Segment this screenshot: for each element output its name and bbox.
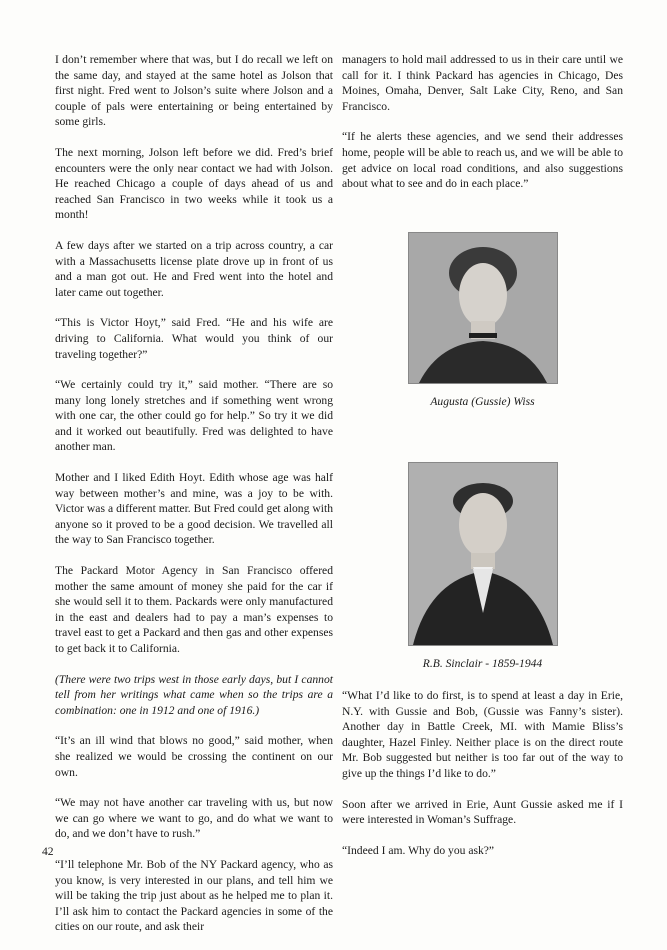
photo-sinclair	[408, 462, 558, 646]
left-column	[55, 52, 333, 950]
portrait-man-image	[409, 463, 557, 645]
portrait-woman-image	[409, 233, 557, 383]
paragraph: Mother and I liked Edith Hoyt. Edith whose age was half way between mother’s and mine, was a joy to be with. Victor was a different matter. But Fred could get along with anyone so it proved to be a good decision. We travelled all the way to San Francisco together.	[55, 471, 333, 547]
photo-caption: Augusta (Gussie) Wiss	[430, 395, 535, 408]
page-number: 42	[42, 845, 54, 858]
paragraph: “We may not have another car traveling with us, but now we can go where we want to go, and do what we want to do, and we don’t have to rush.”	[55, 796, 333, 841]
paragraph: “What I’d like to do first, is to spend at least a day in Erie, N.Y. with Gussie and Bob, (Gussie was Fanny’s sister). Another day in Battle Creek, MI. with Mamie Bliss’s daughter, Hazel Finley. Neither place is on the direct route Mr. Bob suggested but neither is too far out of the way to give up the things I’d like to do.”	[342, 689, 623, 780]
photo-gussie-figure	[342, 232, 623, 409]
paragraph: “Indeed I am. Why do you ask?”	[342, 843, 495, 857]
right-column-top	[342, 52, 623, 207]
paragraph: The Packard Motor Agency in San Francisco offered mother the same amount of money she paid for the car if she would sell it to them. Packards were only manufactured in the east and dealers had to pay a man’s expenses to travel east to get a Packard and then gas and other expenses to get back it to California.	[55, 564, 333, 655]
right-column-bottom	[342, 688, 623, 873]
paragraph: Soon after we arrived in Erie, Aunt Gussie asked me if I were interested in Woman’s Suffrage.	[342, 797, 623, 827]
paragraph: “This is Victor Hoyt,” said Fred. “He and his wife are driving to California. What would you think of our traveling together?”	[55, 316, 333, 361]
photo-gussie	[408, 232, 558, 384]
photo-sinclair-figure	[342, 462, 623, 671]
paragraph: “If he alerts these agencies, and we send their addresses home, people will be able to reach us, and we will be able to get advice on local road conditions, and also suggestions about what to see and do in each place.”	[342, 130, 623, 191]
paragraph: “I’ll telephone Mr. Bob of the NY Packard agency, who as you know, is very interested in our plans, and tell him we will be taking the trip just about as he helped me to plan it. I’ll ask him to contact the Packard agencies in some of the cities on our route, and ask their	[55, 857, 333, 934]
paragraph: A few days after we started on a trip across country, a car with a Massachusetts license plate drove up in front of us and a man got out. He and Fred went into the hotel and later came out together.	[55, 238, 333, 299]
paragraph: The next morning, Jolson left before we did. Fred’s brief encounters were the only near contact we had with Jolson. He reached Chicago a couple of days ahead of us and reached San Francisco in two weeks while it took us a month!	[55, 145, 333, 222]
paragraph: managers to hold mail addressed to us in their care until we call for it. I think Packard has agencies in Chicago, Des Moines, Omaha, Denver, Salt Lake City, Reno, and San Francisco.	[342, 53, 623, 113]
paragraph: “It’s an ill wind that blows no good,” said mother, when she realized we would be crossing the continent on our own.	[55, 734, 333, 779]
italic-note: (There were two trips west in those early days, but I cannot tell from her writings what came when so the trips are a combination: one in 1912 and one of 1916.)	[55, 672, 333, 717]
paragraph: “We certainly could try it,” said mother. “There are so many long lonely stretches and if something went wrong with one car, the other could go for help.” So try it we did and it worked out beautifully. Fred was delighted to have another man.	[55, 378, 333, 454]
photo-caption: R.B. Sinclair - 1859-1944	[422, 657, 543, 670]
paragraph: I don’t remember where that was, but I do recall we left on the same day, and stayed at the same hotel as Jolson that first night. Fred went to Jolson’s suite where Jolson and a couple of pals were entertaining or being entertained by some girls.	[55, 53, 333, 129]
